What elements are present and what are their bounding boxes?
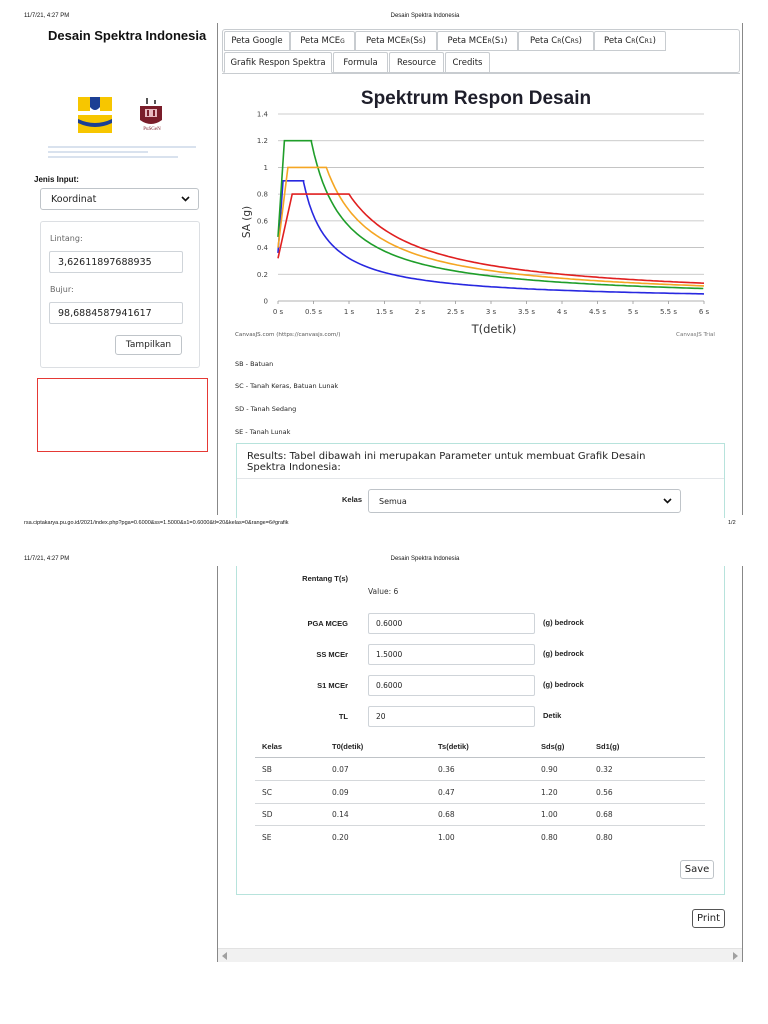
results-title: Results: Tabel dibawah ini merupakan Parameter untuk membuat Grafik Desain Spektra Indonesia: xyxy=(247,451,646,473)
table-header-divider xyxy=(255,757,705,758)
x-tick-label: 4 s xyxy=(556,308,568,316)
table-cell: 0.90 xyxy=(541,765,558,774)
table-cell: 0.20 xyxy=(332,832,349,842)
chart-title: Spektrum Respon Desain xyxy=(360,88,592,109)
lat-label: Lintang: xyxy=(50,234,83,243)
x-tick-label: 1.5 s xyxy=(375,308,394,316)
chart-series-group xyxy=(278,141,704,294)
series-sd-line xyxy=(278,167,704,286)
chart-y-label: SA (g) xyxy=(241,205,253,239)
param-input[interactable]: 1.5000 xyxy=(368,644,535,665)
legend-item-sc: SC - Tanah Keras, Batuan Lunak xyxy=(235,382,339,390)
table-row-divider xyxy=(255,803,705,804)
table-cell: 1.20 xyxy=(541,787,558,797)
tab-row1-4[interactable]: Peta C R (C RS ) xyxy=(518,31,594,51)
print-url: rsa.ciptakarya.pu.go.id/2021/index.php?pga=0.6000&ss=1.5000&s1=0.6000&tl=20&kelas=0&range=6#grafik xyxy=(24,520,289,526)
results-divider xyxy=(237,478,724,479)
table-header-cell: Ts(detik) xyxy=(438,742,469,751)
y-tick-label: 0.2 xyxy=(256,270,268,279)
x-tick-label: 2.5 s xyxy=(446,308,465,316)
param-input[interactable]: 0.6000 xyxy=(368,675,535,696)
table-cell: 0.14 xyxy=(332,810,349,819)
param-unit: (g) bedrock xyxy=(543,649,584,658)
chart-y-ticks xyxy=(257,111,269,306)
param-unit: (g) bedrock xyxy=(543,680,584,689)
map-placeholder-box xyxy=(37,378,208,452)
param-input[interactable]: 20 xyxy=(368,706,535,727)
chart-grid xyxy=(278,114,704,301)
y-tick-label: 1.2 xyxy=(256,137,268,146)
print-title-page2: Desain Spektra Indonesia xyxy=(390,556,460,562)
tab-row1-3[interactable]: Peta MCE R (S 1 ) xyxy=(437,31,518,51)
print-page-number: 1/2 xyxy=(728,520,736,526)
x-tick-label: 6 s xyxy=(698,308,710,316)
table-cell: 0.80 xyxy=(596,832,613,842)
input-type-value: Koordinat xyxy=(51,193,97,205)
table-cell: 0.47 xyxy=(438,787,455,797)
lat-input[interactable]: 3,62611897688935 xyxy=(49,251,183,273)
chart-credit-right: CanvasJS Trial xyxy=(676,332,715,338)
save-button[interactable]: Save xyxy=(680,860,714,879)
tab-grafik-respon-spektra[interactable]: Grafik Respon Spektra xyxy=(224,52,332,73)
table-row-divider xyxy=(255,780,705,781)
chart-credit-left: CanvasJS.com (https://canvasjs.com/) xyxy=(235,332,341,338)
print-date-page2: 11/7/21, 4:27 PM xyxy=(24,556,70,562)
table-cell: 0.32 xyxy=(596,765,613,774)
legend-item-se: SE - Tanah Lunak xyxy=(235,428,291,436)
x-tick-label: 0.5 s xyxy=(304,308,323,316)
table-row-divider xyxy=(255,825,705,826)
param-label: SS MCEr xyxy=(316,650,348,659)
show-button[interactable]: Tampilkan xyxy=(115,335,182,355)
table-cell: 0.56 xyxy=(596,787,613,797)
tab-credits[interactable]: Credits xyxy=(445,52,490,73)
chart-x-label: T(detik) xyxy=(471,322,517,336)
table-cell: 0.68 xyxy=(438,810,455,819)
legend-item-sb: SB - Batuan xyxy=(235,360,274,368)
param-label: PGA MCEG xyxy=(307,619,348,628)
series-se-line xyxy=(278,194,704,283)
response-spectrum-chart xyxy=(226,80,726,342)
table-cell: 0.09 xyxy=(332,787,349,797)
table-cell: SC xyxy=(262,787,272,797)
series-sb-line xyxy=(278,181,704,294)
range-value: Value: 6 xyxy=(368,587,399,596)
print-title: Desain Spektra Indonesia xyxy=(390,13,460,19)
x-tick-label: 4.5 s xyxy=(588,308,607,316)
tab-row1-0[interactable] xyxy=(224,31,290,51)
legend-item-sd: SD - Tanah Sedang xyxy=(235,405,297,413)
sidebar-description xyxy=(48,144,198,161)
table-cell: SD xyxy=(262,810,273,819)
tab-resource[interactable]: Resource xyxy=(389,52,444,73)
param-label: S1 MCEr xyxy=(317,681,348,690)
param-unit: Detik xyxy=(543,711,562,720)
lon-input[interactable]: 98,6884587941617 xyxy=(49,302,183,324)
pusgen-logo xyxy=(136,98,166,138)
param-label: TL xyxy=(338,712,348,721)
table-cell: SE xyxy=(262,832,272,842)
param-unit: (g) bedrock xyxy=(543,618,584,627)
tabs-bottom-line xyxy=(222,73,740,74)
print-date: 11/7/21, 4:27 PM xyxy=(24,13,70,19)
input-type-select[interactable] xyxy=(40,188,199,210)
y-tick-label: 0.8 xyxy=(256,190,268,199)
y-tick-label: 0.6 xyxy=(256,217,268,226)
chart-x-ticks xyxy=(273,301,710,316)
tab-row1-2[interactable]: Peta MCE R (S S ) xyxy=(355,31,437,51)
table-header-cell: Sds(g) xyxy=(541,742,565,751)
y-tick-label: 0.4 xyxy=(256,244,268,253)
x-tick-label: 5.5 s xyxy=(659,308,678,316)
x-tick-label: 3 s xyxy=(485,308,497,316)
scroll-right-icon[interactable] xyxy=(732,952,738,960)
horizontal-scrollbar[interactable] xyxy=(218,948,742,962)
chevron-down-icon xyxy=(663,498,672,504)
table-header-cell: T0(detik) xyxy=(332,742,364,751)
x-tick-label: 0 s xyxy=(272,308,284,316)
tab-row1-1[interactable]: Peta MCE G xyxy=(290,31,355,51)
param-input[interactable]: 0.6000 xyxy=(368,613,535,634)
table-cell: 1.00 xyxy=(541,810,558,819)
table-cell: SB xyxy=(262,765,272,774)
x-tick-label: 5 s xyxy=(627,308,639,316)
table-cell: 0.07 xyxy=(332,765,349,774)
series-sc-line xyxy=(278,141,703,289)
table-cell: 0.36 xyxy=(438,765,455,774)
pu-logo xyxy=(78,97,112,133)
tab-label: Peta MCE xyxy=(366,36,406,46)
tab-label: Peta MCE xyxy=(300,36,341,46)
y-tick-label: 0 xyxy=(263,297,268,306)
chevron-down-icon xyxy=(181,196,190,202)
input-type-label: Jenis Input: xyxy=(34,175,79,184)
kelas-select[interactable] xyxy=(368,489,681,513)
table-cell: 0.80 xyxy=(541,832,558,842)
lon-label: Bujur: xyxy=(50,285,74,294)
x-tick-label: 2 s xyxy=(414,308,426,316)
tab-row1-5[interactable]: Peta C R (C R1 ) xyxy=(594,31,666,51)
x-tick-label: 1 s xyxy=(343,308,355,316)
tab-label: Peta C xyxy=(604,36,632,46)
sidebar-title: Desain Spektra Indonesia xyxy=(48,28,207,43)
print-button[interactable]: Print xyxy=(692,909,725,928)
kelas-value: Semua xyxy=(379,496,407,506)
table-header-cell: Kelas xyxy=(262,742,283,751)
x-tick-label: 3.5 s xyxy=(517,308,536,316)
tab-label: Peta C xyxy=(530,36,558,46)
kelas-label: Kelas xyxy=(341,495,362,504)
scroll-left-icon[interactable] xyxy=(222,952,228,960)
table-header-cell: Sd1(g) xyxy=(596,742,620,751)
pusgen-logo-text: PuSGeN xyxy=(143,127,161,132)
tab-formula[interactable]: Formula xyxy=(333,52,388,73)
y-tick-label: 1 xyxy=(263,163,268,172)
table-cell: 0.68 xyxy=(596,810,613,819)
tab-label: Peta Google xyxy=(231,36,283,46)
range-label: Rentang T(s) xyxy=(302,574,348,583)
tab-label: Peta MCE xyxy=(447,36,488,46)
table-cell: 1.00 xyxy=(438,832,455,842)
y-tick-label: 1.4 xyxy=(256,110,268,119)
